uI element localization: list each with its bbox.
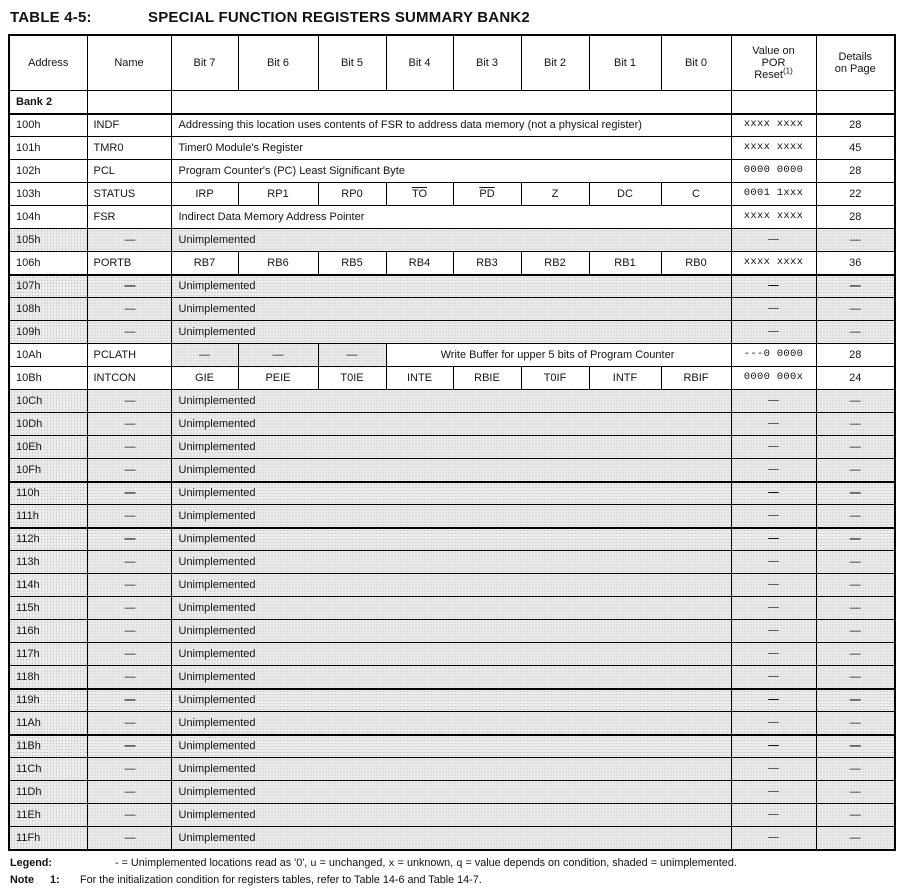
page-cell: — — [816, 298, 895, 321]
table-row — [9, 551, 895, 574]
address-cell: 104h — [9, 206, 87, 229]
bit-label: RB7 — [193, 256, 216, 269]
por-cell: — — [731, 804, 816, 827]
page-cell: 28 — [816, 114, 895, 137]
page-cell: — — [816, 781, 895, 804]
address-cell: 106h — [9, 252, 87, 275]
description-cell: Unimplemented — [171, 528, 731, 551]
table-row — [9, 413, 895, 436]
address-cell: 116h — [9, 620, 87, 643]
bit-cell — [318, 252, 386, 275]
bit-label: Z — [551, 187, 559, 200]
column-header-bit-6: Bit 6 — [238, 35, 318, 91]
por-cell — [731, 91, 816, 114]
bit-cell — [171, 252, 238, 275]
por-cell: — — [731, 597, 816, 620]
name-cell: — — [87, 505, 171, 528]
table-row — [9, 528, 895, 551]
column-header-address: Address — [9, 35, 87, 91]
table-row — [9, 574, 895, 597]
bit-cell — [171, 367, 238, 390]
description-cell: Unimplemented — [171, 827, 731, 850]
page-cell: — — [816, 505, 895, 528]
bit-label: RP0 — [341, 187, 363, 200]
address-cell: 11Bh — [9, 735, 87, 758]
por-cell: — — [731, 781, 816, 804]
bit-cell — [318, 367, 386, 390]
name-cell: — — [87, 528, 171, 551]
name-cell: PCL — [87, 160, 171, 183]
por-cell: — — [731, 298, 816, 321]
table-row — [9, 459, 895, 482]
table-row — [9, 735, 895, 758]
bit-cell — [453, 367, 521, 390]
address-cell: 100h — [9, 114, 87, 137]
bit-label: PEIE — [265, 371, 291, 384]
name-cell: — — [87, 413, 171, 436]
name-cell: — — [87, 758, 171, 781]
address-cell: 11Fh — [9, 827, 87, 850]
address-cell: 112h — [9, 528, 87, 551]
name-cell: — — [87, 321, 171, 344]
table-row — [9, 643, 895, 666]
description-cell: Unimplemented — [171, 551, 731, 574]
bit-cell: — — [171, 344, 238, 367]
description-cell: Unimplemented — [171, 321, 731, 344]
description-cell: Timer0 Module's Register — [171, 137, 731, 160]
table-row — [9, 620, 895, 643]
address-cell: 119h — [9, 689, 87, 712]
column-header-bit-5: Bit 5 — [318, 35, 386, 91]
bit-label: RB4 — [408, 256, 431, 269]
table-row — [9, 666, 895, 689]
table-row — [9, 229, 895, 252]
name-cell: — — [87, 735, 171, 758]
por-cell: — — [731, 459, 816, 482]
por-cell: xxxx xxxx — [731, 252, 816, 275]
page-cell: — — [816, 459, 895, 482]
bit-label: RB0 — [685, 256, 707, 269]
address-cell: 107h — [9, 275, 87, 298]
name-cell: INTCON — [87, 367, 171, 390]
name-cell: — — [87, 781, 171, 804]
por-cell: — — [731, 505, 816, 528]
por-cell: — — [731, 712, 816, 735]
bit-cell — [453, 252, 521, 275]
page-cell: — — [816, 482, 895, 505]
table-row — [9, 160, 895, 183]
por-cell: — — [731, 321, 816, 344]
legend-segment: q — [456, 857, 463, 870]
page-cell: — — [816, 229, 895, 252]
name-cell: — — [87, 620, 171, 643]
note-label: Note — [10, 873, 34, 886]
description-cell: Program Counter's (PC) Least Significant Byte — [171, 160, 731, 183]
por-cell: 0000 000x — [731, 367, 816, 390]
table-row — [9, 321, 895, 344]
page-cell: — — [816, 827, 895, 850]
page-cell: — — [816, 666, 895, 689]
address-cell: 108h — [9, 298, 87, 321]
por-cell: — — [731, 827, 816, 850]
address-cell: 113h — [9, 551, 87, 574]
description-cell: Addressing this location uses contents of FSR to address data memory (not a physical register) — [171, 114, 731, 137]
table-row — [9, 252, 895, 275]
bit-cell — [238, 252, 318, 275]
bit-cell — [589, 367, 661, 390]
bit-label: GIE — [195, 371, 214, 384]
por-cell: 0001 1xxx — [731, 183, 816, 206]
name-cell: FSR — [87, 206, 171, 229]
name-cell: — — [87, 298, 171, 321]
table-row — [9, 436, 895, 459]
page-cell: 36 — [816, 252, 895, 275]
page-cell: — — [816, 436, 895, 459]
address-cell: 101h — [9, 137, 87, 160]
column-header-bit-7: Bit 7 — [171, 35, 238, 91]
por-cell: — — [731, 229, 816, 252]
page-cell: — — [816, 321, 895, 344]
name-cell: — — [87, 459, 171, 482]
name-cell: — — [87, 482, 171, 505]
legend — [10, 857, 894, 871]
bit-cell — [589, 252, 661, 275]
name-cell: — — [87, 275, 171, 298]
page-cell: — — [816, 758, 895, 781]
bit-cell — [453, 183, 521, 206]
table-title-number: TABLE 4-5: — [10, 9, 92, 26]
address-cell: 117h — [9, 643, 87, 666]
column-header-bit-0: Bit 0 — [661, 35, 731, 91]
table-title — [10, 9, 894, 26]
description-cell: Unimplemented — [171, 459, 731, 482]
page-cell: — — [816, 620, 895, 643]
description-cell: Unimplemented — [171, 666, 731, 689]
bit-cell — [661, 252, 731, 275]
page-cell: 28 — [816, 160, 895, 183]
por-cell: — — [731, 528, 816, 551]
name-cell: — — [87, 229, 171, 252]
bit-label: RB3 — [476, 256, 498, 269]
bits-span-cell — [171, 91, 731, 114]
description-cell: Unimplemented — [171, 620, 731, 643]
page-cell: — — [816, 528, 895, 551]
bit-cell — [589, 183, 661, 206]
address-cell: 115h — [9, 597, 87, 620]
page-cell: 24 — [816, 367, 895, 390]
page-cell: — — [816, 551, 895, 574]
bit-label: C — [692, 187, 700, 200]
address-cell: 110h — [9, 482, 87, 505]
name-cell: — — [87, 689, 171, 712]
bit-cell — [386, 183, 453, 206]
note-text: For the initialization condition for registers tables, refer to Table 14-6 and Table 14-7. — [80, 873, 482, 886]
page-cell: — — [816, 275, 895, 298]
table-row — [9, 114, 895, 137]
address-cell: 11Dh — [9, 781, 87, 804]
por-cell: — — [731, 413, 816, 436]
description-cell: Unimplemented — [171, 275, 731, 298]
legend-segment: - = Unimplemented locations read as '0', — [115, 856, 311, 869]
description-cell: Unimplemented — [171, 643, 731, 666]
description-cell: Unimplemented — [171, 390, 731, 413]
bit-cell — [521, 183, 589, 206]
bit-cell — [661, 367, 731, 390]
bit-label: $\overline{PD}$ — [479, 187, 495, 200]
bit-cell — [521, 367, 589, 390]
bit-label: RP1 — [267, 187, 289, 200]
bit-label: INTF — [612, 371, 638, 384]
por-cell: — — [731, 551, 816, 574]
header-row — [9, 35, 895, 91]
table-row — [9, 505, 895, 528]
address-cell: 11Ch — [9, 758, 87, 781]
description-cell: Indirect Data Memory Address Pointer — [171, 206, 731, 229]
description-cell: Unimplemented — [171, 597, 731, 620]
page-cell: 45 — [816, 137, 895, 160]
description-cell: Unimplemented — [171, 436, 731, 459]
description-cell: Unimplemented — [171, 781, 731, 804]
table-row — [9, 298, 895, 321]
table-row — [9, 390, 895, 413]
bit-cell — [318, 183, 386, 206]
column-header-bit-2: Bit 2 — [521, 35, 589, 91]
page-cell: — — [816, 390, 895, 413]
name-cell: — — [87, 551, 171, 574]
name-cell: TMR0 — [87, 137, 171, 160]
bit-label: RB5 — [341, 256, 363, 269]
bit-cell — [386, 367, 453, 390]
description-cell: Unimplemented — [171, 804, 731, 827]
name-cell: — — [87, 643, 171, 666]
page-cell: — — [816, 643, 895, 666]
address-cell: 114h — [9, 574, 87, 597]
address-cell: 10Eh — [9, 436, 87, 459]
page-cell: 22 — [816, 183, 895, 206]
page-cell: — — [816, 413, 895, 436]
bit-cell — [386, 252, 453, 275]
por-cell: — — [731, 482, 816, 505]
por-cell: xxxx xxxx — [731, 206, 816, 229]
address-cell: 109h — [9, 321, 87, 344]
address-cell: 103h — [9, 183, 87, 206]
table-row — [9, 712, 895, 735]
legend-segment: = unchanged, — [316, 856, 389, 869]
address-cell: 111h — [9, 505, 87, 528]
sfr-summary-table — [8, 34, 896, 851]
bit-label: T0IE — [340, 371, 364, 384]
note-number: 1: — [50, 873, 60, 886]
address-cell: 10Dh — [9, 413, 87, 436]
description-cell: Unimplemented — [171, 413, 731, 436]
table-title-text: SPECIAL FUNCTION REGISTERS SUMMARY BANK2 — [148, 9, 530, 26]
por-cell: ---0 0000 — [731, 344, 816, 367]
address-cell: 118h — [9, 666, 87, 689]
address-cell: 11Ah — [9, 712, 87, 735]
bank-section-row — [9, 91, 895, 114]
name-cell — [87, 91, 171, 114]
column-header-bit-4: Bit 4 — [386, 35, 453, 91]
name-cell: — — [87, 436, 171, 459]
page-cell — [816, 91, 895, 114]
legend-segment: x — [388, 857, 395, 870]
bit-label: RB2 — [544, 256, 566, 269]
page-cell: — — [816, 804, 895, 827]
description-cell: Unimplemented — [171, 505, 731, 528]
description-cell: Unimplemented — [171, 574, 731, 597]
description-cell: Unimplemented — [171, 482, 731, 505]
table-row — [9, 689, 895, 712]
bit-cell — [171, 183, 238, 206]
name-cell: — — [87, 597, 171, 620]
address-cell: 10Ah — [9, 344, 87, 367]
page-cell: — — [816, 712, 895, 735]
table-row — [9, 183, 895, 206]
name-cell: — — [87, 712, 171, 735]
legend-segment: u — [310, 857, 317, 870]
bit-cell — [521, 252, 589, 275]
bit-label: RBIF — [683, 371, 709, 384]
page-cell: — — [816, 735, 895, 758]
bank-label: Bank 2 — [9, 91, 87, 114]
description-cell: Unimplemented — [171, 298, 731, 321]
column-header-details-on-page: Details on Page — [816, 35, 895, 91]
table-row — [9, 482, 895, 505]
bit-label: $\overline{TO}$ — [411, 187, 428, 200]
por-cell: xxxx xxxx — [731, 114, 816, 137]
address-cell: 105h — [9, 229, 87, 252]
name-cell: PORTB — [87, 252, 171, 275]
address-cell: 10Fh — [9, 459, 87, 482]
name-cell: INDF — [87, 114, 171, 137]
name-cell: — — [87, 574, 171, 597]
bit-label: RB1 — [614, 256, 636, 269]
page-cell: — — [816, 597, 895, 620]
por-cell: — — [731, 436, 816, 459]
description-cell: Unimplemented — [171, 735, 731, 758]
por-cell: — — [731, 574, 816, 597]
column-header-name: Name — [87, 35, 171, 91]
table-row — [9, 344, 895, 367]
name-cell: PCLATH — [87, 344, 171, 367]
legend-label: Legend: — [10, 856, 52, 869]
page-cell: — — [816, 689, 895, 712]
bit-cell — [238, 367, 318, 390]
por-cell: 0000 0000 — [731, 160, 816, 183]
description-cell: Unimplemented — [171, 758, 731, 781]
column-header-bit-1: Bit 1 — [589, 35, 661, 91]
name-cell: — — [87, 666, 171, 689]
legend-segment: = value depends on condition, shaded = unimplemented. — [462, 856, 737, 869]
bit-label: DC — [617, 187, 633, 200]
name-cell: — — [87, 804, 171, 827]
name-cell: STATUS — [87, 183, 171, 206]
address-cell: 10Ch — [9, 390, 87, 413]
table-row — [9, 827, 895, 850]
description-cell: Unimplemented — [171, 689, 731, 712]
legend-segment: = unknown, — [394, 856, 457, 869]
por-cell: — — [731, 758, 816, 781]
por-cell: — — [731, 275, 816, 298]
note — [10, 874, 894, 887]
description-cell: Unimplemented — [171, 229, 731, 252]
por-cell: — — [731, 620, 816, 643]
column-header-bit-3: Bit 3 — [453, 35, 521, 91]
name-cell: — — [87, 827, 171, 850]
por-cell: xxxx xxxx — [731, 137, 816, 160]
page-cell: — — [816, 574, 895, 597]
description-cell: Unimplemented — [171, 712, 731, 735]
page-cell: 28 — [816, 344, 895, 367]
name-cell: — — [87, 390, 171, 413]
bit-cell: — — [238, 344, 318, 367]
bit-label: RBIE — [474, 371, 500, 384]
description-cell: Write Buffer for upper 5 bits of Program Counter — [386, 344, 731, 367]
bit-label: INTE — [406, 371, 433, 384]
sfr-table-body — [9, 91, 895, 850]
page-cell: 28 — [816, 206, 895, 229]
por-cell: — — [731, 666, 816, 689]
bit-label: IRP — [195, 187, 214, 200]
table-row — [9, 781, 895, 804]
por-cell: — — [731, 735, 816, 758]
bit-label: RB6 — [267, 256, 289, 269]
table-row — [9, 758, 895, 781]
column-header-value-on-por-reset: Value on POR Reset$^{(1)}$ — [731, 35, 816, 91]
por-cell: — — [731, 643, 816, 666]
legend-text — [115, 857, 737, 871]
bit-cell: — — [318, 344, 386, 367]
table-row — [9, 804, 895, 827]
bit-label: T0IF — [543, 371, 567, 384]
table-row — [9, 597, 895, 620]
address-cell: 102h — [9, 160, 87, 183]
address-cell: 10Bh — [9, 367, 87, 390]
por-cell: — — [731, 390, 816, 413]
table-row — [9, 275, 895, 298]
bit-cell — [661, 183, 731, 206]
address-cell: 11Eh — [9, 804, 87, 827]
bit-cell — [238, 183, 318, 206]
table-row — [9, 367, 895, 390]
por-cell: — — [731, 689, 816, 712]
table-row — [9, 137, 895, 160]
table-row — [9, 206, 895, 229]
